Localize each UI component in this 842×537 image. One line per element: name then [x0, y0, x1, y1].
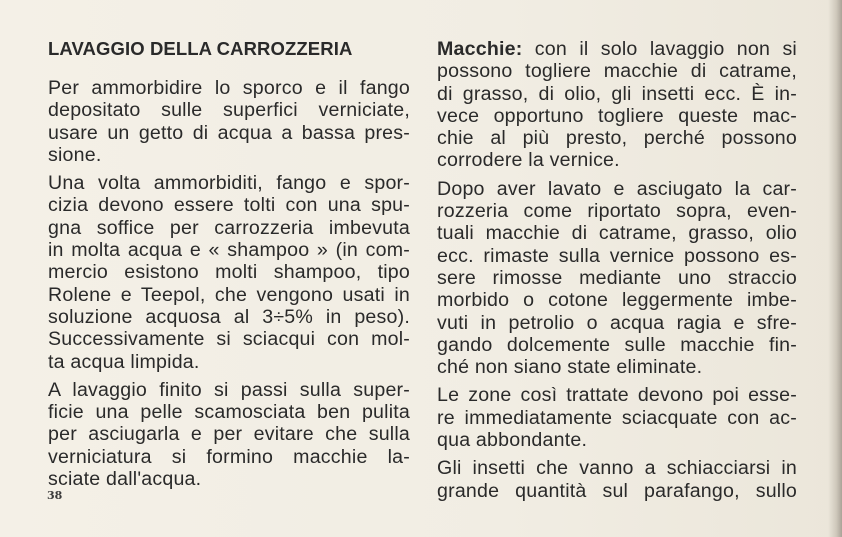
- text-line: ta acqua limpida.: [48, 350, 200, 373]
- text-line: Una volta ammorbiditi, fango e spor-: [48, 172, 410, 195]
- page-number: 38: [47, 489, 63, 502]
- text-line: re immediatamente sciacquate con ac-: [437, 406, 797, 429]
- text-line: Le zone così trattate devono poi esse-: [437, 384, 797, 407]
- text-line: gna soffice per carrozzeria imbevuta: [48, 216, 410, 239]
- text-line: ché non siano state eliminate.: [437, 356, 703, 379]
- text-line: [437, 38, 797, 60]
- text-line: sere rimosse mediante uno straccio: [437, 266, 797, 289]
- text-line: Rolene e Teepol, che vengono usati in: [48, 283, 410, 306]
- text-line: A lavaggio finito si passi sulla super-: [48, 378, 410, 401]
- text-line: in molta acqua e « shampoo » (in com-: [48, 239, 410, 262]
- text-line: tuali macchie di catrame, grasso, olio: [437, 222, 797, 245]
- text-line: Per ammorbidire lo sporco e il fango: [48, 77, 410, 99]
- section-heading: LAVAGGIO DELLA CARROZZERIA: [48, 38, 353, 59]
- text-line: corrodere la vernice.: [437, 149, 620, 172]
- text-line: chie al più presto, perché possono: [437, 127, 797, 150]
- text-line: vuti in petrolio o acqua ragia e sfre-: [437, 311, 797, 334]
- text-line: morbido o cotone leggermente imbe-: [437, 289, 797, 312]
- paragraph-zone-trattate: [437, 384, 797, 451]
- macchie-lead: Macchie:: [437, 38, 523, 60]
- text-line: vece opportuno togliere queste mac-: [437, 104, 797, 127]
- text-line: di grasso, di olio, gli insetti ecc. È in-: [437, 82, 797, 105]
- text-line: qua abbondante.: [437, 429, 588, 452]
- text-line: possono togliere macchie di catrame,: [437, 60, 797, 83]
- paragraph-macchie: [437, 38, 797, 172]
- text-line: verniciatura si formino macchie la-: [48, 445, 410, 468]
- text-line: Dopo aver lavato e asciugato la car-: [437, 177, 797, 200]
- text-line: grande quantità sul parafango, sullo: [437, 479, 797, 502]
- page-edge-shadow: [828, 0, 842, 537]
- paragraph-insetti: [437, 457, 797, 502]
- text-line: sciate dall'acqua.: [48, 468, 202, 491]
- left-column: [48, 38, 410, 496]
- text-line: depositato sulle superfici verniciate,: [48, 99, 410, 122]
- text-line: mercio esistono molti shampoo, tipo: [48, 261, 410, 284]
- paragraph-ammorbidire: [48, 77, 410, 166]
- text-line: Successivamente si sciacqui con mol-: [48, 328, 410, 351]
- text-line: cizia devono essere tolti con una spu-: [48, 194, 410, 217]
- text-line: rozzeria come riportato sopra, even-: [437, 200, 797, 223]
- text-line: sione.: [48, 143, 102, 166]
- text-line: soluzione acquosa al 3÷5% in peso).: [48, 305, 410, 328]
- text-line: Gli insetti che vanno a schiacciarsi in: [437, 457, 797, 480]
- paragraph-pelle-scamosciata: [48, 379, 410, 490]
- text-line: gando dolcemente sulle macchie fin-: [437, 333, 797, 356]
- right-column: [437, 38, 797, 508]
- text-line: per asciugarla e per evitare che sulla: [48, 423, 410, 446]
- text-line: usare un getto di acqua a bassa pres-: [48, 121, 410, 144]
- text-line: ficie una pelle scamosciata ben pulita: [48, 401, 410, 424]
- text-line: ecc. rimaste sulla vernice possono es-: [437, 244, 797, 267]
- paragraph-straccio: [437, 178, 797, 379]
- paragraph-shampoo: [48, 172, 410, 373]
- text-fragment: con il solo lavaggio non si: [522, 38, 797, 60]
